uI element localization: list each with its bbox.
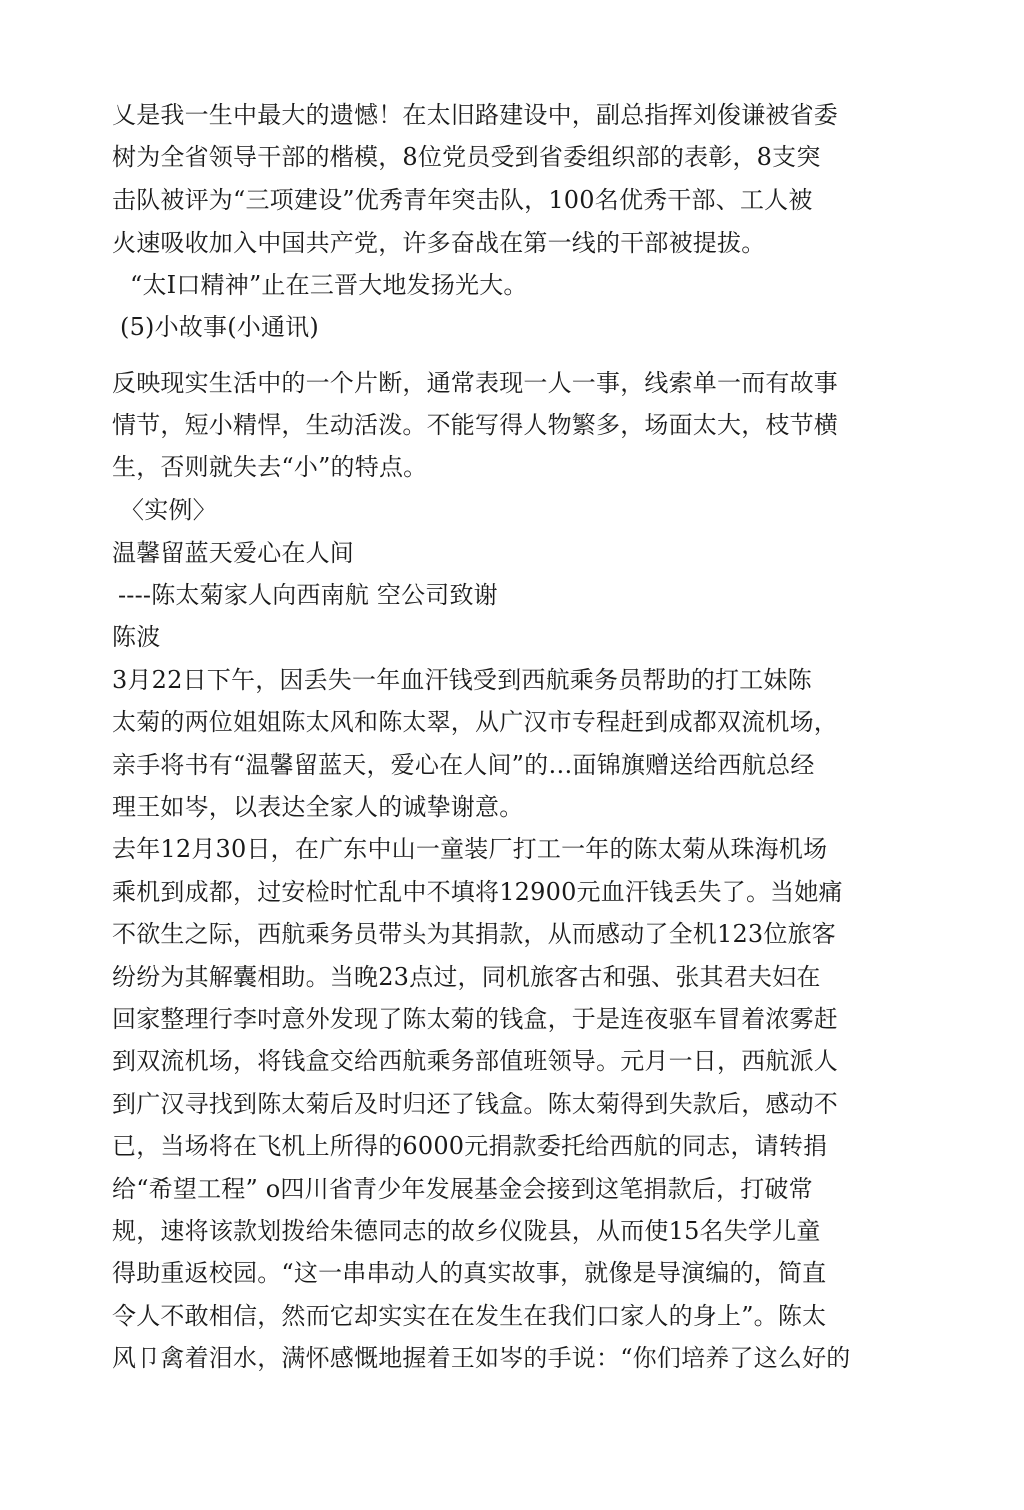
- text-line: 乘机到成都，过安检时忙乱中不填将12900元血汗钱丢失了。当她痛: [112, 878, 843, 906]
- text-line: 已，当场将在飞机上所得的6000元捐款委托给西航的同志，请转捐: [112, 1132, 828, 1160]
- text-line: 得助重返校园。“这一串串动人的真实故事，就像是导演编的，简直: [112, 1259, 827, 1287]
- text-line: “太I口精神”止在三晋大地发扬光大。: [130, 271, 528, 299]
- example-label: 〈实例〉: [120, 496, 217, 524]
- text-line: 树为全省领导干部的楷模，8位党员受到省委组织部的表彰，8支突: [112, 143, 821, 171]
- text-line: 规，速将该款划拨给朱德同志的故乡仪陇县，从而使15名失学儿童: [112, 1217, 821, 1245]
- text-line: 火速吸收加入中国共产党，许多奋战在第一线的干部被提拔。: [112, 229, 766, 257]
- text-line: 风卩禽着泪水，满怀感慨地握着王如岑的手说：“你们培养了这么好的: [112, 1344, 851, 1372]
- article-subtitle: ----陈太菊家人向西南航 空公司致谢: [118, 581, 498, 609]
- text-line: 亲手将书有“温馨留蓝天，爱心在人间”的…面锦旗赠送给西航总经: [112, 751, 815, 779]
- text-line: 到广汉寻找到陈太菊后及时归还了钱盒。陈太菊得到失款后，感动不: [112, 1090, 838, 1118]
- text-line: 反映现实生活中的一个片断，通常表现一人一事，线索单一而有故事: [112, 369, 838, 397]
- text-line: 情节，短小精悍，生动活泼。不能写得人物繁多，场面太大，枝节横: [112, 411, 838, 439]
- text-line: 回家整理行李吋意外发现了陈太菊的钱盒，于是连夜驱车冒着浓雾赶: [112, 1005, 838, 1033]
- text-line: 乂是我一生中最大的遗憾！在太旧路建设中，副总指挥刘俊谦被省委: [112, 101, 838, 129]
- text-line: 去年12月30日，在广东中山一童装厂打工一年的陈太菊从珠海机场: [112, 835, 828, 863]
- text-line: 击队被评为“三项建设”优秀青年突击队，100名优秀干部、工人被: [112, 186, 813, 214]
- text-line: 不欲生之际，西航乘务员带头为其捐款，从而感动了全机123位旅客: [112, 920, 837, 948]
- text-line: 生，否则就失去“小”的特点。: [112, 453, 428, 481]
- article-author: 陈波: [112, 623, 161, 651]
- text-line: 令人不敢相信，然而它却实实在在发生在我们口家人的身上”。陈太: [112, 1302, 827, 1330]
- text-line: 理王如岑，以表达全家人的诚挚谢意。: [112, 793, 524, 821]
- section-heading: (5)小故事(小通讯): [120, 313, 319, 341]
- text-line: 太菊的两位姐姐陈太风和陈太翠，从广汉市专程赶到成都双流机场，: [112, 708, 838, 736]
- text-line: 给“希望工程” o四川省青少年发展基金会接到这笔捐款后，打破常: [112, 1175, 813, 1203]
- article-title: 温馨留蓝天爱心在人间: [112, 539, 354, 567]
- text-line: 纷纷为其解囊相助。当晚23点过，同机旅客古和强、张其君夫妇在: [112, 963, 821, 991]
- text-line: 到双流机场，将钱盒交给西航乘务部值班领导。元月一日，西航派人: [112, 1047, 838, 1075]
- text-line: 3月22日下午，因丢失一年血汗钱受到西航乘务员帮助的打工妹陈: [112, 666, 812, 694]
